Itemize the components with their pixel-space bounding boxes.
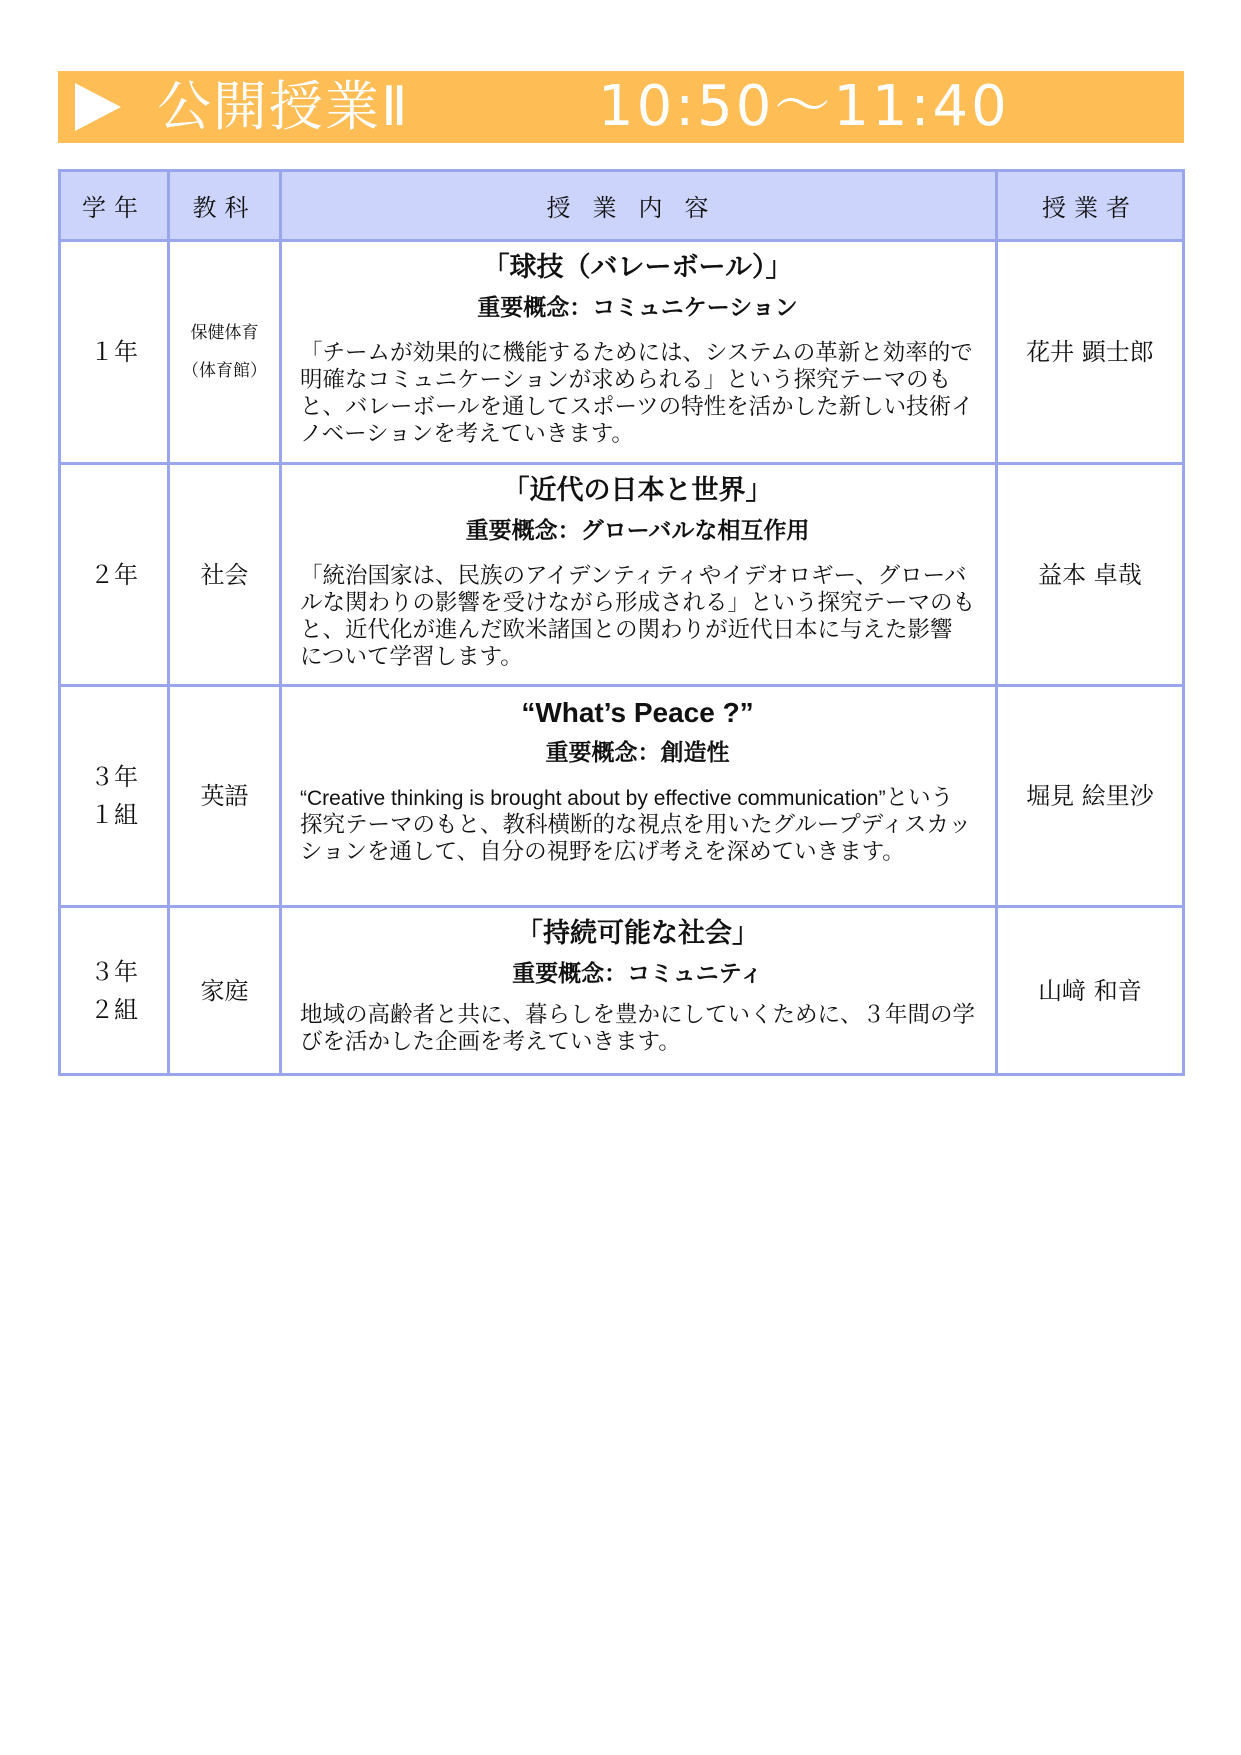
section-title: 公開授業Ⅱ [157, 75, 410, 138]
teacher-cell [997, 241, 1184, 464]
grade-label: ３年 [90, 957, 138, 986]
subject-label: 保健体育 [190, 323, 259, 343]
lesson-title: “What’s Peace ?” [521, 697, 754, 728]
teacher-name: 山﨑 和音 [1038, 976, 1142, 1005]
lesson-description: という探究テーマのもと、教科横断的な視点を用いたグループディスカッションを通して、自分の視野を広げ考えを深めていきます。 [300, 785, 972, 865]
subject-label: 英語 [200, 782, 249, 810]
teacher-cell [997, 464, 1184, 686]
subject-location: （体育館） [182, 361, 267, 381]
grade-cell [60, 686, 169, 907]
lesson-title: 「持続可能な社会」 [516, 918, 759, 949]
grade-cell [60, 241, 169, 464]
grade-cell [60, 907, 169, 1075]
key-concept: 重要概念：グローバルな相互作用 [465, 518, 810, 544]
content-cell [281, 464, 997, 686]
teacher-cell [997, 907, 1184, 1075]
subject-label: 家庭 [200, 976, 249, 1005]
section-time: 10:50〜11:40 [598, 74, 1010, 139]
teacher-name: 益本 卓哉 [1038, 560, 1142, 589]
table-row [60, 464, 1184, 686]
teacher-name: 堀見 絵里沙 [1026, 782, 1154, 810]
grade-label: １年 [90, 338, 138, 366]
grade-cell [60, 464, 169, 686]
class-label: １組 [90, 801, 138, 829]
content-cell [281, 686, 997, 907]
header-teacher: 授業者 [997, 171, 1184, 241]
play-arrow-icon [75, 83, 121, 131]
table-row [60, 907, 1184, 1075]
lesson-table [58, 169, 1185, 1076]
header-content: 授業内容 [281, 171, 997, 241]
lesson-title: 「球技（バレーボール）」 [482, 252, 793, 283]
key-concept: 重要概念：コミュニケーション [477, 295, 798, 321]
subject-cell [169, 686, 281, 907]
teacher-name: 花井 顕士郎 [1026, 338, 1154, 366]
class-label: ２組 [90, 995, 138, 1024]
subject-cell [169, 241, 281, 464]
subject-label: 社会 [200, 560, 249, 589]
section-banner [58, 71, 1184, 143]
header-subject: 教科 [169, 171, 281, 241]
key-concept: 重要概念：創造性 [545, 740, 730, 766]
subject-cell [169, 907, 281, 1075]
table-row [60, 686, 1184, 907]
grade-label: ２年 [90, 560, 138, 589]
lesson-title: 「近代の日本と世界」 [502, 475, 773, 506]
key-concept: 重要概念：コミュニティ [512, 961, 763, 987]
content-cell [281, 907, 997, 1075]
lesson-description-block [300, 785, 975, 866]
content-cell [281, 241, 997, 464]
teacher-cell [997, 686, 1184, 907]
grade-label: ３年 [90, 763, 138, 791]
lesson-theme-english: “Creative thinking is brought about by effective communication” [300, 787, 886, 810]
table-header-row [60, 171, 1184, 241]
lesson-description: 地域の高齢者と共に、暮らしを豊かにしていくために、３年間の学びを活かした企画を考えていきます。 [300, 1002, 976, 1055]
subject-cell [169, 464, 281, 686]
lesson-description: 「チームが効果的に機能するためには、システムの革新と効率的で明確なコミュニケーションが求められる」という探究テーマのもと、バレーボールを通してスポーツの特性を活かした新しい技術イノベーションを考えていきます。 [300, 340, 974, 447]
table-row [60, 241, 1184, 464]
lesson-description: 「統治国家は、民族のアイデンティティやイデオロギー、グローバルな関わりの影響を受けながら形成される」という探究テーマのもと、近代化が進んだ欧米諸国との関わりが近代日本に与えた影響について学習します。 [300, 563, 976, 670]
header-grade: 学年 [60, 171, 169, 241]
